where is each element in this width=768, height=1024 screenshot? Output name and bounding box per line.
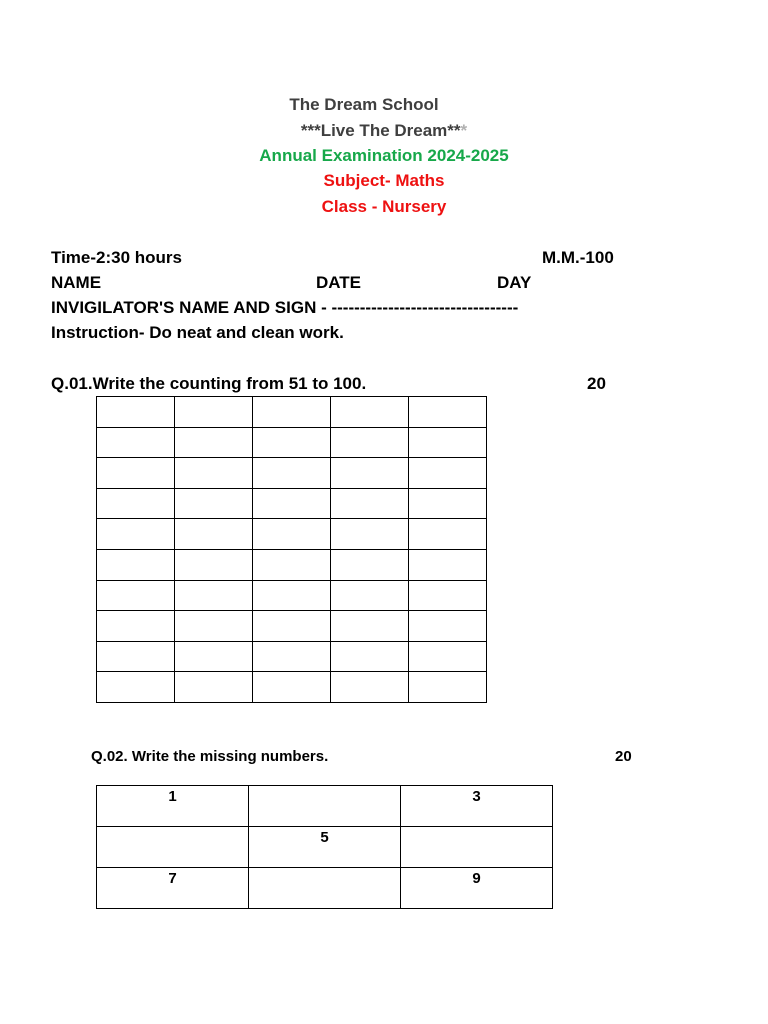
- answer-cell: [331, 580, 409, 611]
- answer-cell: [175, 611, 253, 642]
- question-1-text: Q.01.Write the counting from 51 to 100.: [51, 374, 367, 393]
- answer-cell: [409, 488, 487, 519]
- answer-cell: [253, 549, 331, 580]
- answer-cell: [175, 672, 253, 703]
- answer-cell: [97, 549, 175, 580]
- answer-cell: [409, 427, 487, 458]
- school-name: The Dream School: [289, 95, 439, 114]
- question-2-marks: 20: [615, 748, 632, 765]
- answer-cell: [331, 519, 409, 550]
- answer-cell: [331, 641, 409, 672]
- grid-cell: 5: [249, 827, 401, 868]
- table-row: [97, 549, 487, 580]
- answer-cell: [331, 611, 409, 642]
- question-1-marks: 20: [587, 374, 606, 393]
- question-2-text: Q.02. Write the missing numbers.: [91, 748, 329, 765]
- answer-cell: [331, 549, 409, 580]
- tagline: [0, 121, 768, 141]
- table-row: [97, 672, 487, 703]
- answer-cell: [97, 611, 175, 642]
- answer-cell: [175, 427, 253, 458]
- answer-cell: [97, 397, 175, 428]
- table-row: [97, 868, 553, 909]
- exam-title: Annual Examination 2024-2025: [259, 146, 509, 165]
- answer-cell: [97, 672, 175, 703]
- counting-grid: [96, 396, 487, 703]
- answer-cell: [409, 519, 487, 550]
- answer-cell: [253, 641, 331, 672]
- answer-cell: [409, 672, 487, 703]
- date-label: DATE: [316, 273, 362, 292]
- answer-cell: [331, 427, 409, 458]
- answer-cell: [175, 397, 253, 428]
- grid-cell: 7: [97, 868, 249, 909]
- answer-cell: [175, 519, 253, 550]
- answer-cell: [253, 427, 331, 458]
- answer-cell: [97, 519, 175, 550]
- answer-cell: [409, 397, 487, 428]
- class-line: Class - Nursery: [321, 197, 447, 216]
- answer-cell: [409, 549, 487, 580]
- table-row: [97, 519, 487, 550]
- table-row: [97, 641, 487, 672]
- answer-cell: [409, 458, 487, 489]
- answer-cell: [97, 580, 175, 611]
- answer-cell: [97, 641, 175, 672]
- time-label: Time-2:30 hours: [51, 248, 183, 267]
- answer-cell: [409, 641, 487, 672]
- answer-cell: [253, 611, 331, 642]
- tagline-text: ***Live The Dream**: [300, 121, 461, 140]
- grid-cell: [249, 786, 401, 827]
- answer-cell: [331, 397, 409, 428]
- answer-cell: [175, 580, 253, 611]
- answer-cell: [409, 611, 487, 642]
- table-row: [97, 397, 487, 428]
- answer-cell: [253, 580, 331, 611]
- tagline-faded-star: *: [460, 121, 468, 140]
- table-row: [97, 827, 553, 868]
- table-row: [97, 611, 487, 642]
- answer-cell: [331, 488, 409, 519]
- missing-numbers-grid: [96, 785, 553, 909]
- answer-cell: [409, 580, 487, 611]
- answer-cell: [253, 488, 331, 519]
- answer-cell: [331, 458, 409, 489]
- table-row: [97, 786, 553, 827]
- answer-cell: [97, 488, 175, 519]
- grid-cell: 9: [401, 868, 553, 909]
- name-label: NAME: [51, 273, 102, 292]
- table-row: [97, 488, 487, 519]
- answer-cell: [97, 458, 175, 489]
- day-label: DAY: [497, 273, 532, 292]
- max-marks-label: M.M.-100: [542, 248, 614, 267]
- answer-cell: [253, 458, 331, 489]
- grid-cell: [249, 868, 401, 909]
- instruction-line: Instruction- Do neat and clean work.: [51, 323, 344, 342]
- grid-cell: 3: [401, 786, 553, 827]
- answer-cell: [97, 427, 175, 458]
- answer-cell: [253, 519, 331, 550]
- invigilator-line: INVIGILATOR'S NAME AND SIGN - ---------------------------------: [51, 298, 519, 317]
- table-row: [97, 580, 487, 611]
- table-row: [97, 427, 487, 458]
- answer-cell: [253, 397, 331, 428]
- grid-cell: [97, 827, 249, 868]
- answer-cell: [253, 672, 331, 703]
- table-row: [97, 458, 487, 489]
- answer-cell: [175, 549, 253, 580]
- answer-cell: [175, 488, 253, 519]
- answer-cell: [331, 672, 409, 703]
- answer-cell: [175, 458, 253, 489]
- answer-cell: [175, 641, 253, 672]
- subject-line: Subject- Maths: [323, 171, 445, 190]
- grid-cell: [401, 827, 553, 868]
- grid-cell: 1: [97, 786, 249, 827]
